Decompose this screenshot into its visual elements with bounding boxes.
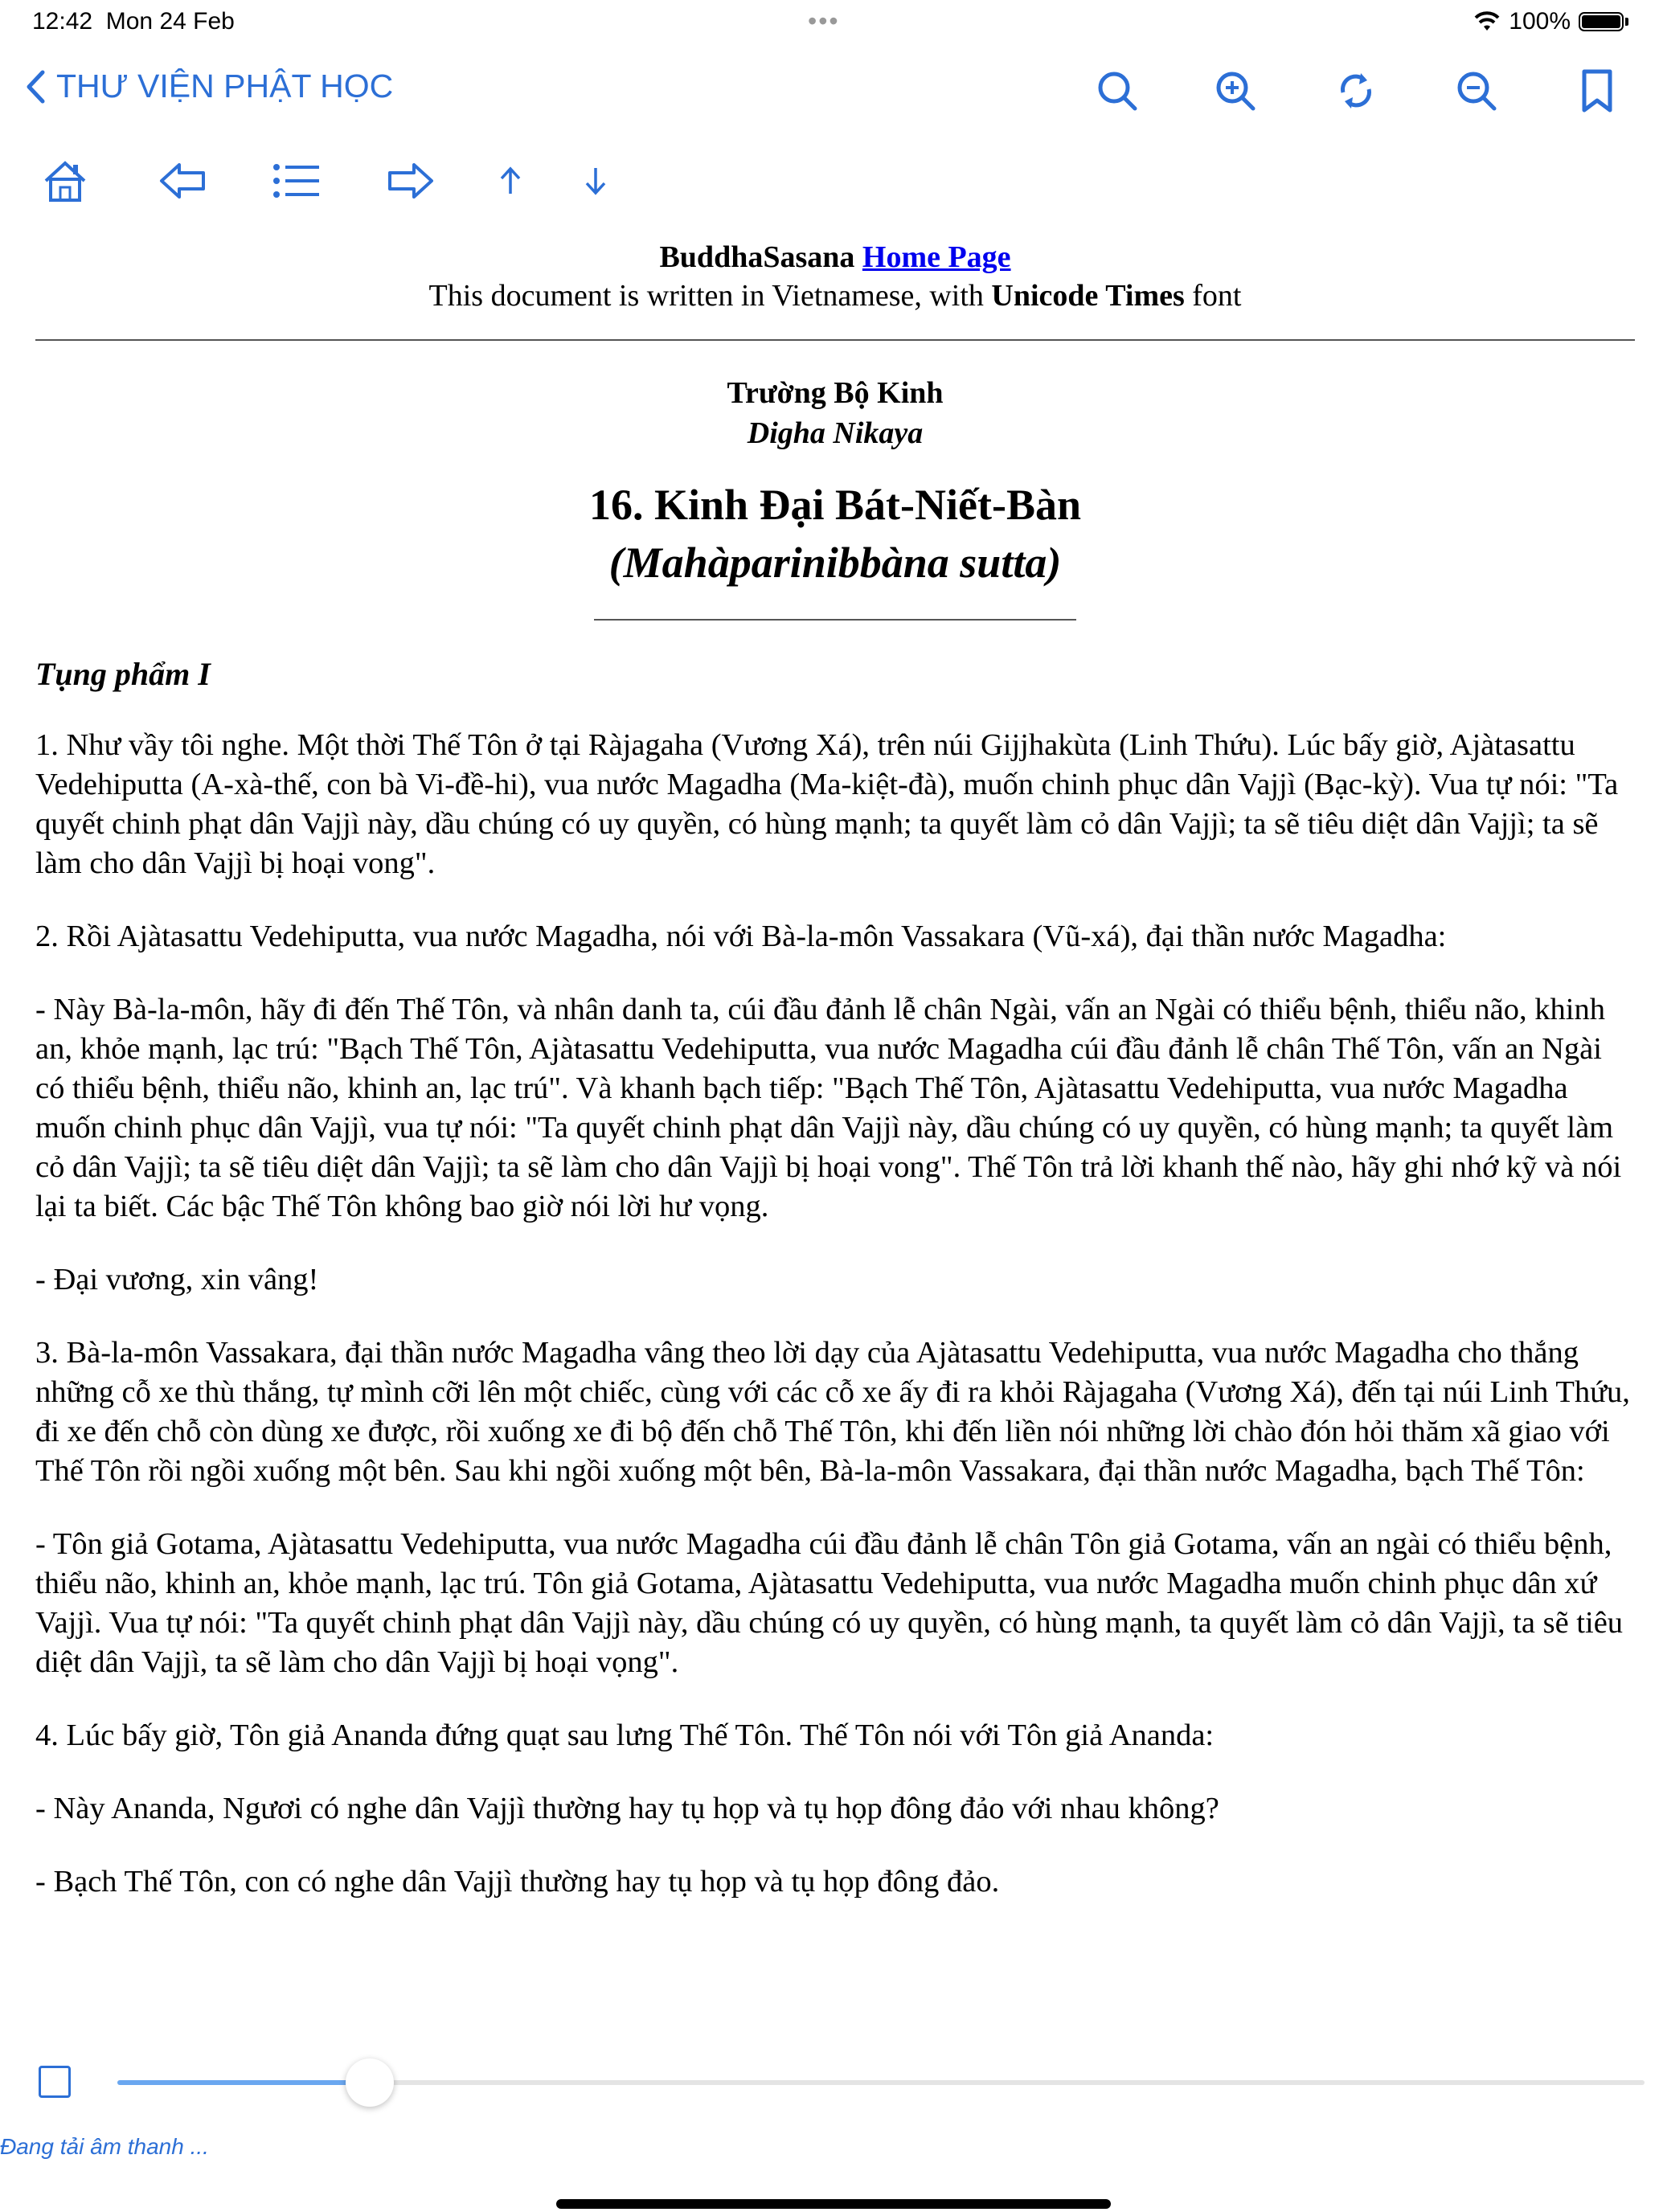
- zoom-in-button[interactable]: [1207, 63, 1264, 119]
- scroll-down-button[interactable]: [567, 153, 624, 209]
- previous-icon: [158, 161, 207, 201]
- audio-bar: [0, 2050, 1659, 2114]
- arrow-down-icon: [584, 166, 608, 195]
- paragraph: 2. Rồi Ajàtasattu Vedehiputta, vua nước Magadha, nói với Bà-la-môn Vassakara (Vũ-xá), đại thần nước Magadha:: [35, 920, 1447, 953]
- list-button[interactable]: [268, 153, 325, 209]
- back-label: THƯ VIỆN PHẬT HỌC: [56, 68, 394, 104]
- page-header: [35, 238, 1635, 315]
- arrow-up-icon: [498, 166, 522, 195]
- divider: [35, 339, 1635, 341]
- multitasking-dots[interactable]: •••: [808, 6, 840, 35]
- paragraph: 1. Như vầy tôi nghe. Một thời Thế Tôn ở tại Ràjagaha (Vương Xá), trên núi Gijjhakùta (Linh Thứu). Lúc bấy giờ, Ajàtasattu Vedehiputta (A-xà-thế, con bà Vi-đề-hi), vua nước Magadha (Ma-kiệt-đà), muốn chinh phục dân Vajjì (Bạc-kỳ). Vua tự nói: "Ta quyết chinh phạt dân Vajjì này, dầu chúng có uy quyền, có hùng mạnh; ta quyết làm cỏ dân Vajjì; ta sẽ tiêu diệt dân Vajjì; ta sẽ làm cho dân Vajjì bị hoại vong".: [35, 728, 1619, 880]
- paragraph: - Bạch Thế Tôn, con có nghe dân Vajjì thường hay tụ họp và tụ họp đông đảo.: [35, 1865, 1000, 1899]
- paragraph: - Này Bà-la-môn, hãy đi đến Thế Tôn, và nhân danh ta, cúi đầu đảnh lễ chân Ngài, vấn an Ngài có thiểu bệnh, thiểu não, khinh an, khỏe mạnh, lạc trú: "Bạch Thế Tôn, Ajàtasattu Vedehiputta, vua nước Magadha cúi đầu đảnh lễ chân Thế Tôn, vấn an Ngài có thiểu bệnh, thiểu não, khinh an, lạc trú". Và khanh bạch tiếp: "Bạch Thế Tôn, Ajàtasattu Vedehiputta, vua nước Magadha muốn chinh phục dân Vajjì, vua tự nói: "Ta quyết chinh phạt dân Vajjì này, dầu chúng có uy quyền, có hùng mạnh; ta quyết làm cỏ dân Vajjì; ta sẽ tiêu diệt dân Vajjì; ta sẽ làm cho dân Vajjì bị hoại vong". Thế Tôn trả lời khanh thế nào, hãy ghi nhớ kỹ và nói lại ta biết. Các bậc Thế Tôn không bao giờ nói lời hư vọng.: [35, 993, 1622, 1223]
- site-name: BuddhaSasana: [659, 240, 855, 274]
- search-icon: [1095, 68, 1140, 113]
- refresh-button[interactable]: [1328, 63, 1384, 119]
- collection-title: Trường Bộ Kinh Digha Nikaya: [727, 376, 944, 450]
- paragraph: - Này Ananda, Ngươi có nghe dân Vajjì thường hay tụ họp và tụ họp đông đảo với nhau không?: [35, 1792, 1219, 1825]
- list-icon: [272, 163, 321, 199]
- stop-checkbox[interactable]: [39, 2066, 71, 2098]
- section-heading: Tụng phẩm I: [35, 656, 211, 692]
- home-button[interactable]: [37, 153, 93, 209]
- home-indicator[interactable]: [556, 2199, 1111, 2209]
- status-bar: [0, 0, 1659, 45]
- battery-tip: [1625, 18, 1628, 26]
- battery-icon: [1579, 12, 1624, 31]
- zoom-in-icon: [1213, 68, 1258, 113]
- chevron-left-icon: [26, 70, 45, 104]
- bookmark-icon: [1578, 68, 1616, 113]
- paragraph: - Đại vương, xin vâng!: [35, 1263, 319, 1296]
- scroll-up-button[interactable]: [482, 153, 539, 209]
- encoding-note: This document is written in Vietnamese, with Unicode Times font: [428, 279, 1242, 313]
- reader-toolbar: [0, 153, 723, 209]
- home-page-link[interactable]: Home Page: [862, 240, 1011, 274]
- title-divider: [594, 619, 1076, 621]
- slider-thumb[interactable]: [346, 2058, 394, 2107]
- home-icon: [41, 158, 89, 203]
- status-right: [1473, 8, 1628, 35]
- zoom-out-button[interactable]: [1448, 63, 1505, 119]
- previous-button[interactable]: [154, 153, 211, 209]
- zoom-out-icon: [1454, 68, 1499, 113]
- paragraph: 4. Lúc bấy giờ, Tôn giả Ananda đứng quạt sau lưng Thế Tôn. Thế Tôn nói với Tôn giả Ananda:: [35, 1718, 1215, 1752]
- paragraph: - Tôn giả Gotama, Ajàtasattu Vedehiputta, vua nước Magadha cúi đầu đảnh lễ chân Tôn giả Gotama, vấn an ngài có thiểu bệnh, thiểu não, khinh an, khỏe mạnh, lạc trú. Tôn giả Gotama, Ajàtasattu Vedehiputta, vua nước Magadha muốn chinh phục dân xứ Vajjì. Vua tự nói: "Ta quyết chinh phạt dân Vajjì này, dầu chúng có uy quyền, có hùng mạnh, ta quyết làm cỏ dân Vajjì, ta sẽ tiêu diệt dân Vajjì, ta sẽ làm cho dân Vajjì bị hoại vọng".: [35, 1527, 1624, 1679]
- slider-fill: [117, 2080, 370, 2085]
- document-content[interactable]: [35, 238, 1635, 1936]
- next-icon: [387, 161, 435, 201]
- page-title: 16. Kinh Đại Bát-Niết-Bàn (Mahàparinibbàna sutta): [588, 481, 1082, 587]
- wifi-icon: [1473, 11, 1501, 32]
- search-button[interactable]: [1089, 63, 1145, 119]
- bookmark-button[interactable]: [1569, 63, 1625, 119]
- battery-percent: 100%: [1509, 8, 1571, 35]
- refresh-icon: [1332, 67, 1380, 115]
- status-time: 12:42 Mon 24 Feb: [32, 8, 235, 35]
- navigation-bar: [0, 63, 1659, 121]
- next-button[interactable]: [383, 153, 439, 209]
- audio-progress-slider[interactable]: [117, 2080, 1645, 2085]
- loading-status: Đang tải âm thanh ...: [0, 2134, 209, 2159]
- paragraph: 3. Bà-la-môn Vassakara, đại thần nước Magadha vâng theo lời dạy của Ajàtasattu Vedehiputta, vua nước Magadha cho thắng những cỗ xe thù thắng, tự mình cỡi lên một chiếc, cùng với các cỗ xe ấy đi ra khỏi Ràjagaha (Vương Xá), đến tại núi Linh Thứu, đi xe đến chỗ còn dùng xe được, rồi xuống xe đi bộ đến chỗ Thế Tôn, khi đến liền nói những lời chào đón hỏi thăm xã giao với Thế Tôn rồi ngồi xuống một bên. Sau khi ngồi xuống một bên, Bà-la-môn Vassakara, đại thần nước Magadha, bạch Thế Tôn:: [35, 1336, 1630, 1488]
- back-button[interactable]: [26, 68, 393, 105]
